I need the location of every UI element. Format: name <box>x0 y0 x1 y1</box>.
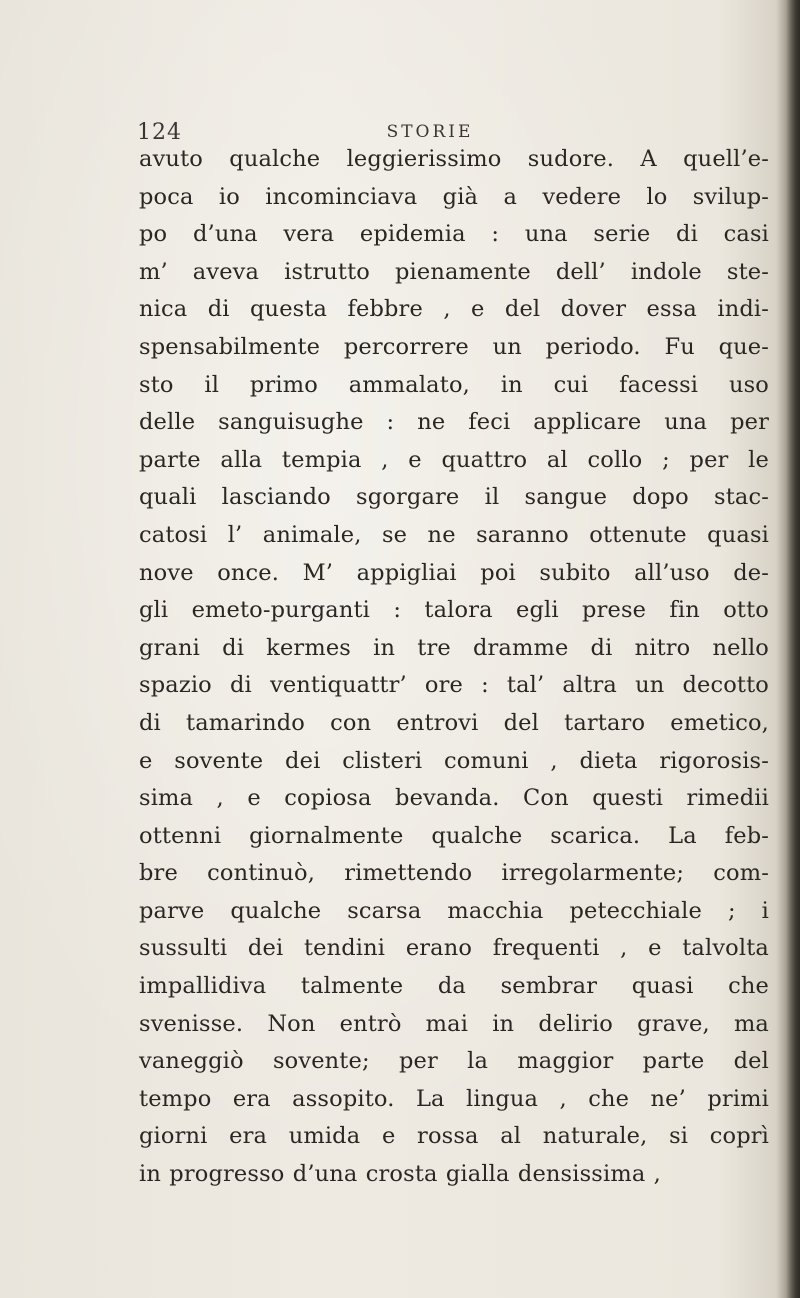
text-line: poca io incominciava già a vedere lo svilup- <box>139 183 769 210</box>
text-line: nove once. M’ appigliai poi subito all’uso de- <box>139 559 769 586</box>
text-line: grani di kermes in tre dramme di nitro nello <box>139 634 769 661</box>
text-line: bre continuò, rimettendo irregolarmente; com- <box>139 860 769 887</box>
text-line: nica di questa febbre , e del dover essa indi- <box>139 296 769 323</box>
text-line: catosi l’ animale, se ne saranno ottenute quasi <box>139 521 769 548</box>
text-line: sussulti dei tendini erano frequenti , e talvolta <box>139 935 769 962</box>
text-line: avuto qualche leggierissimo sudore. A quell’e- <box>139 146 769 172</box>
body-text <box>139 141 769 1194</box>
page-number: 124 <box>137 120 182 145</box>
text-line: di tamarindo con entrovi del tartaro emetico, <box>139 709 769 736</box>
text-line: parte alla tempia , e quattro al collo ; per le <box>139 446 769 473</box>
text-line: quali lasciando sgorgare il sangue dopo stac- <box>139 484 769 511</box>
text-line: e sovente dei clisteri comuni , dieta rigorosis- <box>139 747 769 774</box>
text-line: vaneggiò sovente; per la maggior parte del <box>139 1048 769 1075</box>
text-line: m’ aveva istrutto pienamente dell’ indole ste- <box>139 258 769 285</box>
text-line: po d’una vera epidemia : una serie di casi <box>139 221 769 248</box>
text-line: delle sanguisughe : ne feci applicare una per <box>139 409 769 436</box>
binding-edge-shadow <box>786 0 800 1298</box>
text-line: gli emeto-purganti : talora egli prese fin otto <box>139 597 769 624</box>
text-line: spensabilmente percorrere un periodo. Fu que- <box>139 333 769 360</box>
text-line: ottenni giornalmente qualche scarica. La feb- <box>139 822 769 849</box>
text-line: impallidiva talmente da sembrar quasi che <box>139 973 769 1000</box>
text-line: sima , e copiosa bevanda. Con questi rimedii <box>139 785 769 812</box>
text-line: spazio di ventiquattr’ ore : tal’ altra un decotto <box>139 672 769 699</box>
text-line: sto il primo ammalato, in cui facessi uso <box>139 371 769 398</box>
running-title: STORIE <box>386 122 474 142</box>
text-line: tempo era assopito. La lingua , che ne’ primi <box>139 1085 769 1112</box>
text-line: in progresso d’una crosta gialla densissima , <box>139 1161 661 1188</box>
text-line: giorni era umida e rossa al naturale, si coprì <box>139 1123 769 1150</box>
text-line: parve qualche scarsa macchia petecchiale ; i <box>139 897 769 924</box>
text-line: svenisse. Non entrò mai in delirio grave, ma <box>139 1010 769 1037</box>
